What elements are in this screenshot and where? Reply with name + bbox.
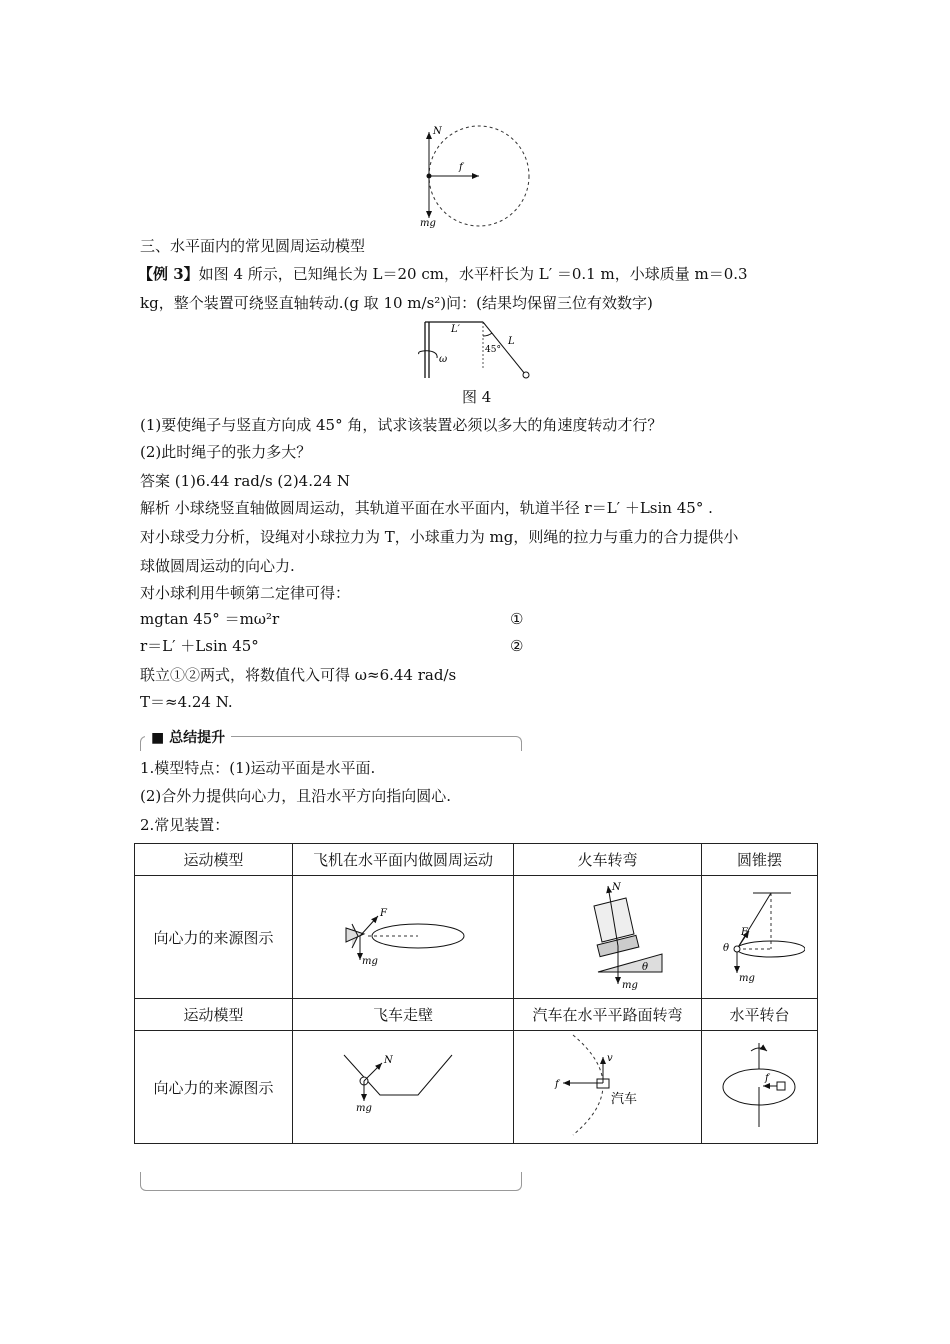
cone-F-label: F xyxy=(740,927,748,938)
summary-p1: 1.模型特点：(1)运动平面是水平面. xyxy=(140,759,376,777)
equation-1: mgtan 45° ＝mω²r xyxy=(140,610,280,628)
plane-F-label: F xyxy=(380,908,387,919)
table-header-cell: 火车转弯 xyxy=(514,844,702,876)
equation-2: r＝L′ ＋Lsin 45° xyxy=(140,637,259,655)
table-row xyxy=(135,999,818,1031)
table-row xyxy=(135,844,818,876)
cone-mg-label: mg xyxy=(738,973,755,984)
table-header-cell: 飞机在水平面内做圆周运动 xyxy=(293,844,514,876)
wall-riding-figure xyxy=(338,1045,468,1125)
car-turn-figure xyxy=(553,1031,663,1139)
train-figure xyxy=(538,876,678,994)
ball xyxy=(523,372,529,378)
answer: 答案 (1)6.44 rad/s (2)4.24 N xyxy=(140,472,350,490)
plane-mg-label: mg xyxy=(362,956,378,967)
label-L: L xyxy=(508,336,515,347)
example3-line2: kg，整个装置可绕竖直轴转动.(g 取 10 m/s²)问：(结果均保留三位有效数字) xyxy=(140,294,653,312)
car-label: 汽车 xyxy=(610,1092,637,1107)
plane-figure xyxy=(338,900,468,970)
table-header-cell: 圆锥摆 xyxy=(702,844,818,876)
table-row xyxy=(135,1031,818,1144)
label-angle: 45° xyxy=(485,345,501,355)
question-1: (1)要使绳子与竖直方向成 45° 角，试求该装置必须以多大的角速度转动才行？ xyxy=(140,416,663,434)
train-mg-label: mg xyxy=(621,980,638,991)
figure-caption: 图 4 xyxy=(462,388,492,406)
label-L-prime: L′ xyxy=(451,324,460,335)
analysis-line2: 对小球受力分析，设绳对小球拉力为 T，小球重力为 mg，则绳的拉力与重力的合力提供小 xyxy=(140,528,739,546)
ball-dot xyxy=(427,174,432,179)
summary-title: ■ 总结提升 xyxy=(145,727,231,747)
equation-2-number: ② xyxy=(510,637,524,655)
wall-N-label: N xyxy=(384,1055,393,1066)
analysis-line1: 解析 小球绕竖直轴做圆周运动，其轨道平面在水平面内，轨道半径 r＝L′ ＋Lsin 45° . xyxy=(140,499,713,517)
turntable-figure-cell xyxy=(702,1031,818,1144)
car-v-label: v xyxy=(606,1053,613,1064)
section-title: 三、水平面内的常见圆周运动模型 xyxy=(140,237,366,255)
plane-figure-cell xyxy=(293,876,514,999)
summary-p3: 2.常见装置： xyxy=(140,816,230,834)
device-table xyxy=(134,843,818,1144)
table-header-cell: 运动模型 xyxy=(135,999,293,1031)
analysis-line3: 球做圆周运动的向心力. xyxy=(140,557,295,575)
wall-mg-label: mg xyxy=(356,1103,372,1114)
example-tag: 【例 3】 xyxy=(138,265,199,283)
question-2: (2)此时绳子的张力多大？ xyxy=(140,443,312,461)
table-row-label: 向心力的来源图示 xyxy=(135,1031,293,1144)
equation-1-number: ① xyxy=(510,610,524,628)
summary-title-text: 总结提升 xyxy=(169,730,226,746)
label-omega: ω xyxy=(439,354,448,365)
table-header-cell: 水平转台 xyxy=(702,999,818,1031)
analysis-line4: 对小球利用牛顿第二定律可得： xyxy=(140,584,351,602)
table-header-cell: 运动模型 xyxy=(135,844,293,876)
car-f-label: f xyxy=(554,1079,559,1090)
cone-pendulum-figure xyxy=(715,885,805,985)
train-theta-label: θ xyxy=(641,962,648,973)
cone-figure-cell xyxy=(702,876,818,999)
label-f: f xyxy=(459,162,463,173)
label-mg: mg xyxy=(420,218,436,229)
combine-line: 联立①②两式，将数值代入可得 ω≈6.44 rad/s xyxy=(140,666,457,684)
table-row xyxy=(135,876,818,999)
figure-4 xyxy=(415,318,535,382)
summary-box-bottom xyxy=(140,1172,522,1191)
wall-figure-cell xyxy=(293,1031,514,1144)
turntable-f-label: f xyxy=(764,1073,769,1084)
top-force-figure xyxy=(415,120,540,230)
table-row-label: 向心力的来源图示 xyxy=(135,876,293,999)
train-figure-cell xyxy=(514,876,702,999)
example3-line1 xyxy=(138,263,748,285)
table-header-cell: 汽车在水平平路面转弯 xyxy=(514,999,702,1031)
summary-p2: (2)合外力提供向心力，且沿水平方向指向圆心. xyxy=(140,787,452,805)
train-N-label: N xyxy=(611,882,621,893)
table-header-cell: 飞车走壁 xyxy=(293,999,514,1031)
tension-line: T＝≈4.24 N. xyxy=(140,693,233,711)
turntable-figure xyxy=(715,1035,805,1135)
cone-theta-label: θ xyxy=(722,943,729,954)
example3-text1: 如图 4 所示，已知绳长为 L＝20 cm，水平杆长为 L′ ＝0.1 m，小球质量 m＝0.3 xyxy=(198,265,748,283)
label-N: N xyxy=(433,126,442,137)
car-figure-cell xyxy=(514,1031,702,1144)
